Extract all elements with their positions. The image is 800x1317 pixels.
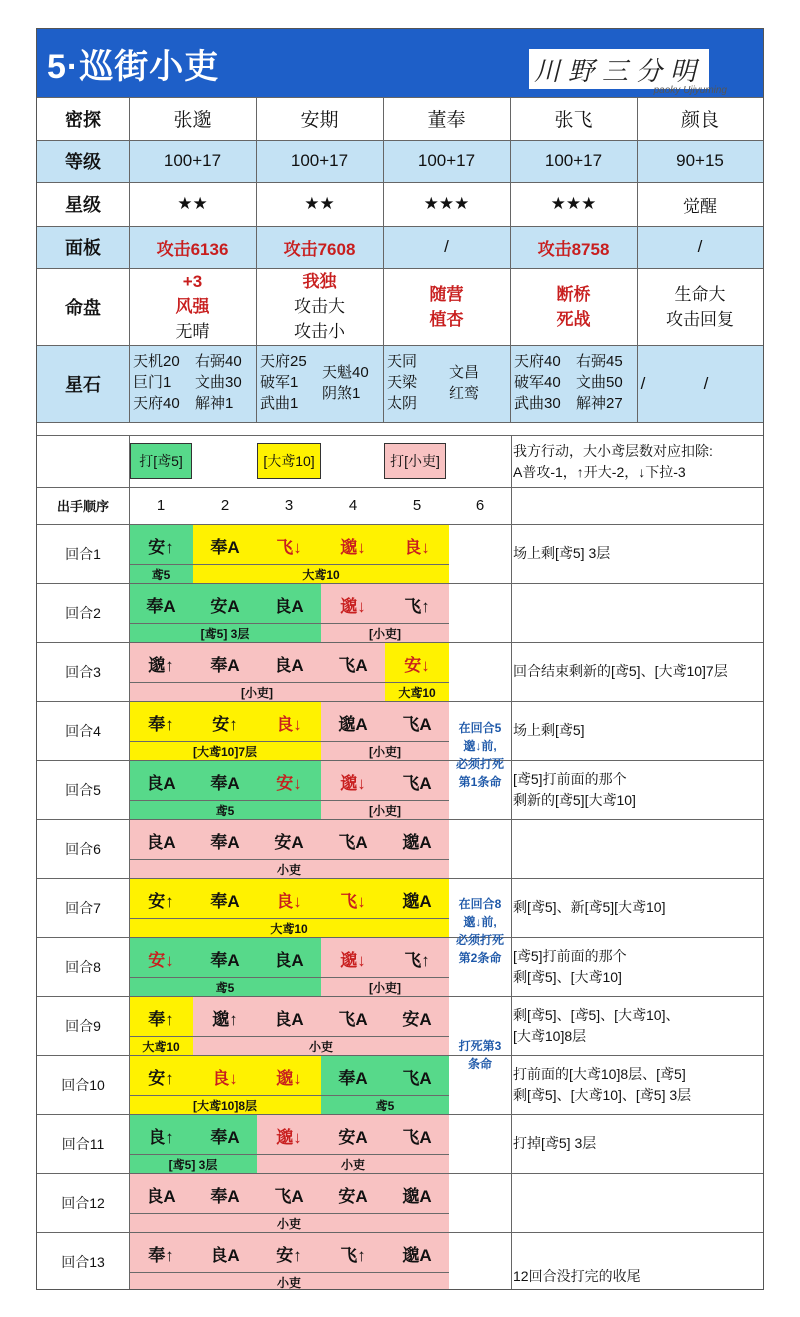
round-4-bar-1: [大鸢10]7层 xyxy=(129,741,321,761)
round-12-action-3: 飞A xyxy=(274,1186,304,1206)
round-1-note xyxy=(513,543,610,564)
stones-cell-1-a-3: 天府40 xyxy=(133,395,180,412)
stones-cell-2-b-2: 阴煞1 xyxy=(322,385,361,402)
destiny-cell-2-l3: 攻击小 xyxy=(294,322,345,341)
stones-cell-3-b-2: 红鸾 xyxy=(449,385,480,402)
heroes-cell-2: 安期 xyxy=(300,110,339,131)
round-8-note-line-2: 剩[鸢5]、[大鸢10] xyxy=(513,969,622,985)
round-6-action-3: 安A xyxy=(274,832,304,852)
level-cell-5: 90+15 xyxy=(676,151,724,170)
spacer-row-line xyxy=(37,435,763,436)
round-13-action-4: 飞↑ xyxy=(340,1245,366,1265)
round-9-bar-2: 小吏 xyxy=(193,1036,449,1056)
stones-cell-4-b-3: 解神27 xyxy=(576,395,623,412)
round-9-action-5: 安A xyxy=(402,1009,432,1029)
round-11-label: 回合11 xyxy=(61,1135,105,1152)
strategy-sheet xyxy=(36,28,764,1290)
round-2-action-5: 飞↑ xyxy=(404,596,430,616)
round-10-note-line-1: 打前面的[大鸢10]8层、[鸢5] xyxy=(513,1066,686,1082)
round-4-action-3: 良↓ xyxy=(276,714,302,734)
side-note-3 xyxy=(449,1037,511,1073)
top-table-vline-2 xyxy=(256,97,257,422)
round-7-action-4: 飞↓ xyxy=(340,891,366,911)
side-note-2-line2: 邈↓前, xyxy=(463,915,497,929)
level-cell-4: 100+17 xyxy=(544,151,603,170)
top-table-vline-5 xyxy=(637,97,638,422)
round-2-bar-2: [小吏] xyxy=(321,623,449,643)
level-row-label: 等级 xyxy=(65,152,101,172)
round-11-bar-2: 小吏 xyxy=(257,1154,449,1174)
destiny-cell-4-l2: 死战 xyxy=(556,309,591,329)
author-signature: 川野三分明 xyxy=(529,49,709,89)
round-7-bar-1: 大鸢10 xyxy=(129,918,449,938)
round-8-action-5: 飞↑ xyxy=(404,950,430,970)
round-5-note-line-1: [鸢5]打前面的那个 xyxy=(513,771,627,787)
stones-cell-3-col-a xyxy=(387,351,417,414)
stones-cell-4-col-a xyxy=(514,351,561,414)
round-11-action-3: 邈↓ xyxy=(276,1127,302,1147)
panel-cell-5: / xyxy=(697,237,703,256)
stars-cell-2: ★★ xyxy=(304,194,335,213)
round-4-bar-2: [小吏] xyxy=(321,741,449,761)
sequence-top-line xyxy=(37,487,763,488)
stars-cell-4: ★★★ xyxy=(550,194,597,213)
round-4-action-2: 安↑ xyxy=(212,714,238,734)
heroes-row-label: 密探 xyxy=(65,109,101,130)
round-9-note-line-1: 剩[鸢5]、[鸢5]、[大鸢10]、 xyxy=(513,1007,680,1023)
round-13-note xyxy=(513,1266,641,1287)
round-1-note-line-1: 场上剩[鸢5] 3层 xyxy=(513,545,611,561)
round-10-label: 回合10 xyxy=(61,1076,105,1093)
round-11-note xyxy=(513,1133,596,1154)
stones-cell-3-a-3: 太阴 xyxy=(387,395,418,412)
panel-cell-4: 攻击8758 xyxy=(537,239,610,259)
stones-cell-1-col-b xyxy=(195,351,242,414)
round-1-action-1: 安↑ xyxy=(148,537,174,557)
round-10-action-2: 良↓ xyxy=(212,1068,238,1088)
top-table-vline-4 xyxy=(510,97,511,422)
level-cell-1: 100+17 xyxy=(163,151,222,170)
stones-cell-4-b-2: 文曲50 xyxy=(576,374,623,391)
round-11-action-2: 奉A xyxy=(210,1127,240,1147)
stones-cell-5-b: / xyxy=(703,373,709,393)
stones-cell-2-col-a xyxy=(260,351,307,414)
side-note-2-line1: 在回合8 xyxy=(458,897,502,911)
round-5-bar-2: [小吏] xyxy=(321,800,449,820)
round-10-note-line-2: 剩[鸢5]、[大鸢10]、[鸢5] 3层 xyxy=(513,1087,692,1103)
stones-row-bottom-line xyxy=(37,422,763,423)
round-3-action-5: 安↓ xyxy=(404,655,430,675)
level-cell-2: 100+17 xyxy=(290,151,349,170)
grid-vline-2 xyxy=(511,435,512,1290)
round-11-action-5: 飞A xyxy=(402,1127,432,1147)
top-table-vline-1 xyxy=(129,97,130,422)
legend-tag-clerk: 打[小吏] xyxy=(384,443,446,479)
round-3-bar-2: 大鸢10 xyxy=(385,682,449,702)
round-7-action-3: 良↓ xyxy=(276,891,302,911)
stones-cell-3-a-2: 天梁 xyxy=(387,374,418,391)
round-10-action-5: 飞A xyxy=(402,1068,432,1088)
destiny-cell-2-l1: 我独 xyxy=(302,272,337,291)
stones-cell-1-b-1: 右弼40 xyxy=(195,353,242,370)
round-5-action-3: 安↓ xyxy=(276,773,302,793)
stones-cell-1-a-1: 天机20 xyxy=(133,353,180,370)
side-note-1-line4: 第1条命 xyxy=(458,775,502,789)
sequence-number-1: 1 xyxy=(156,497,166,514)
round-9-label: 回合9 xyxy=(65,1017,101,1034)
sequence-number-3: 3 xyxy=(284,497,294,514)
round-8-action-4: 邈↓ xyxy=(340,950,366,970)
round-11-bar-1: [鸢5] 3层 xyxy=(129,1154,257,1174)
round-13-action-2: 良A xyxy=(210,1245,240,1265)
round-10-bar-1: [大鸢10]8层 xyxy=(129,1095,321,1115)
stones-cell-1-b-2: 文曲30 xyxy=(195,374,242,391)
page-title: 5·巡街小吏 xyxy=(47,48,220,86)
side-note-1-line2: 邈↓前, xyxy=(463,739,497,753)
round-9-bar-1: 大鸢10 xyxy=(129,1036,193,1056)
round-13-action-5: 邈A xyxy=(402,1245,432,1265)
stones-cell-4-a-3: 武曲30 xyxy=(514,395,561,412)
stars-cell-1: ★★ xyxy=(177,194,208,213)
round-4-action-5: 飞A xyxy=(402,714,432,734)
round-3-action-2: 奉A xyxy=(210,655,240,675)
round-8-bar-2: [小吏] xyxy=(321,977,449,997)
destiny-cell-4-l1: 断桥 xyxy=(556,284,591,304)
legend-note-line1: 我方行动，大小鸢层数对应扣除: xyxy=(513,443,713,459)
destiny-cell-5-l2: 攻击回复 xyxy=(666,309,734,329)
legend-tag-big-kite: [大鸢10] xyxy=(257,443,321,479)
panel-cell-2: 攻击7608 xyxy=(283,239,356,259)
stones-cell-3-a-1: 天同 xyxy=(387,353,418,370)
destiny-cell-3-l2: 植杏 xyxy=(429,309,464,329)
destiny-cell-3 xyxy=(383,268,510,345)
round-3-action-1: 邈↑ xyxy=(148,655,174,675)
panel-cell-1: 攻击6136 xyxy=(156,239,229,259)
round-8-action-2: 奉A xyxy=(210,950,240,970)
stars-cell-3: ★★★ xyxy=(423,194,470,213)
stones-cell-4-a-1: 天府40 xyxy=(514,353,561,370)
round-4-action-4: 邈A xyxy=(338,714,368,734)
stones-cell-3-col-b xyxy=(449,362,479,404)
round-4-note xyxy=(513,720,585,741)
round-12-action-5: 邈A xyxy=(402,1186,432,1206)
round-6-action-5: 邈A xyxy=(402,832,432,852)
round-7-note-line-1: 剩[鸢5]、新[鸢5][大鸢10] xyxy=(513,899,666,915)
round-6-action-1: 良A xyxy=(146,832,176,852)
round-6-action-4: 飞A xyxy=(338,832,368,852)
stars-cell-5: 觉醒 xyxy=(683,196,717,216)
round-11-action-4: 安A xyxy=(338,1127,368,1147)
level-cell-3: 100+17 xyxy=(417,151,476,170)
round-2-action-3: 良A xyxy=(274,596,304,616)
round-12-bar-1: 小吏 xyxy=(129,1213,449,1233)
round-9-note xyxy=(513,1005,679,1047)
round-11-action-1: 良↑ xyxy=(148,1127,174,1147)
destiny-cell-1-l1: +3 xyxy=(182,272,203,291)
side-note-2-line3: 必须打死 xyxy=(455,933,504,947)
round-3-action-3: 良A xyxy=(274,655,304,675)
round-5-action-1: 良A xyxy=(146,773,176,793)
round-13-action-3: 安↑ xyxy=(276,1245,302,1265)
round-8-note xyxy=(513,946,627,988)
panel-row-label: 面板 xyxy=(65,238,101,258)
destiny-cell-3-l1: 随营 xyxy=(429,284,464,304)
destiny-row-label: 命盘 xyxy=(65,297,101,318)
round-8-bar-1: 鸢5 xyxy=(129,977,321,997)
stones-cell-5-a: / xyxy=(640,373,646,393)
round-1-bar-1: 鸢5 xyxy=(129,564,193,584)
round-1-label: 回合1 xyxy=(65,545,101,562)
heroes-cell-4: 张飞 xyxy=(554,110,593,131)
round-2-bar-1: [鸢5] 3层 xyxy=(129,623,321,643)
stars-row-label: 星级 xyxy=(65,195,101,215)
stones-cell-1-b-3: 解神1 xyxy=(195,395,234,412)
side-note-1-line1: 在回合5 xyxy=(458,721,502,735)
round-7-action-2: 奉A xyxy=(210,891,240,911)
round-10-action-4: 奉A xyxy=(338,1068,368,1088)
round-13-bar-1: 小吏 xyxy=(129,1272,449,1290)
round-3-action-4: 飞A xyxy=(338,655,368,675)
round-3-note xyxy=(513,661,728,682)
stones-cell-3-b-1: 文昌 xyxy=(449,364,480,381)
round-5-note xyxy=(513,769,636,811)
side-note-1 xyxy=(449,719,511,791)
round-1-action-3: 飞↓ xyxy=(276,537,302,557)
round-7-action-5: 邈A xyxy=(402,891,432,911)
destiny-cell-1-l2: 风强 xyxy=(175,297,210,316)
round-4-label: 回合4 xyxy=(65,722,101,739)
round-3-label: 回合3 xyxy=(65,663,101,680)
round-4-action-1: 奉↑ xyxy=(148,714,174,734)
side-note-2 xyxy=(449,895,511,967)
side-note-3-line2: 条命 xyxy=(467,1057,492,1071)
top-table-vline-3 xyxy=(383,97,384,422)
stones-cell-4-b-1: 右弼45 xyxy=(576,353,623,370)
side-note-3-line1: 打死第3 xyxy=(458,1039,502,1053)
round-7-action-1: 安↑ xyxy=(148,891,174,911)
round-10-action-3: 邈↓ xyxy=(276,1068,302,1088)
destiny-cell-1-l3: 无晴 xyxy=(175,322,210,341)
side-note-2-line4: 第2条命 xyxy=(458,951,502,965)
round-1-action-5: 良↓ xyxy=(404,537,430,557)
stones-cell-2-col-b xyxy=(322,362,369,404)
round-5-action-2: 奉A xyxy=(210,773,240,793)
round-9-action-1: 奉↑ xyxy=(148,1009,174,1029)
stones-cell-2-b-1: 天魁40 xyxy=(322,364,369,381)
stones-cell-4-col-b xyxy=(576,351,623,414)
round-6-action-2: 奉A xyxy=(210,832,240,852)
round-3-note-line-1: 回合结束剩新的[鸢5]、[大鸢10]7层 xyxy=(513,663,728,679)
round-13-action-1: 奉↑ xyxy=(148,1245,174,1265)
round-8-action-3: 良A xyxy=(274,950,304,970)
heroes-cell-1: 张邈 xyxy=(173,110,212,131)
legend-tag-kite5: 打[鸢5] xyxy=(130,443,192,479)
round-5-bar-1: 鸢5 xyxy=(129,800,321,820)
destiny-cell-4 xyxy=(510,268,637,345)
round-4-note-line-1: 场上剩[鸢5] xyxy=(513,722,585,738)
round-1-bar-2: 大鸢10 xyxy=(193,564,449,584)
round-12-label: 回合12 xyxy=(61,1194,105,1211)
grid-vline-1 xyxy=(129,435,130,1290)
stones-cell-2-a-1: 天府25 xyxy=(260,353,307,370)
round-12-action-4: 安A xyxy=(338,1186,368,1206)
stones-cell-1-a-2: 巨门1 xyxy=(133,374,172,391)
round-9-action-2: 邈↑ xyxy=(212,1009,238,1029)
heroes-cell-5: 颜良 xyxy=(680,110,719,131)
round-7-label: 回合7 xyxy=(65,899,101,916)
round-11-note-line-1: 打掉[鸢5] 3层 xyxy=(513,1135,597,1151)
destiny-cell-2 xyxy=(256,268,383,345)
stones-cell-4-a-2: 破军40 xyxy=(514,374,561,391)
round-8-note-line-1: [鸢5]打前面的那个 xyxy=(513,948,627,964)
round-1-action-4: 邈↓ xyxy=(340,537,366,557)
round-2-action-2: 安A xyxy=(210,596,240,616)
destiny-cell-5-l1: 生命大 xyxy=(674,284,726,304)
round-5-action-4: 邈↓ xyxy=(340,773,366,793)
round-6-bar-1: 小吏 xyxy=(129,859,449,879)
destiny-cell-1 xyxy=(129,268,256,345)
sequence-number-5: 5 xyxy=(412,497,422,514)
author-signature-sub: paoky Ujiyuming xyxy=(653,85,727,96)
sequence-number-4: 4 xyxy=(348,497,358,514)
sequence-label: 出手顺序 xyxy=(56,499,109,514)
round-10-note xyxy=(513,1064,691,1106)
round-13-note-line-1: 12回合没打完的收尾 xyxy=(513,1268,641,1284)
round-1-action-2: 奉A xyxy=(210,537,240,557)
stones-cell-2-a-3: 武曲1 xyxy=(260,395,299,412)
round-5-action-5: 飞A xyxy=(402,773,432,793)
sequence-number-6: 6 xyxy=(475,497,485,514)
round-13-label: 回合13 xyxy=(61,1253,105,1270)
round-9-note-line-2: [大鸢10]8层 xyxy=(513,1028,587,1044)
round-12-action-2: 奉A xyxy=(210,1186,240,1206)
legend-note-line2: A普攻-1，↑开大-2，↓下拉-3 xyxy=(513,464,686,480)
destiny-cell-5 xyxy=(637,268,763,345)
round-7-note xyxy=(513,897,665,918)
heroes-cell-3: 董奉 xyxy=(427,110,466,131)
destiny-cell-2-l2: 攻击大 xyxy=(294,297,345,316)
stones-cell-1-col-a xyxy=(133,351,180,414)
legend-note xyxy=(513,441,713,483)
round-2-action-1: 奉A xyxy=(146,596,176,616)
round-3-bar-1: [小吏] xyxy=(129,682,385,702)
stones-row-label: 星石 xyxy=(65,374,101,395)
round-8-label: 回合8 xyxy=(65,958,101,975)
round-8-action-1: 安↓ xyxy=(148,950,174,970)
round-2-action-4: 邈↓ xyxy=(340,596,366,616)
round-2-label: 回合2 xyxy=(65,604,101,621)
panel-cell-3: / xyxy=(444,237,449,256)
round-6-label: 回合6 xyxy=(65,840,101,857)
stones-cell-2-a-2: 破军1 xyxy=(260,374,299,391)
side-note-1-line3: 必须打死 xyxy=(455,757,504,771)
sequence-number-2: 2 xyxy=(220,497,230,514)
round-5-label: 回合5 xyxy=(65,781,101,798)
round-5-note-line-2: 剩新的[鸢5][大鸢10] xyxy=(513,792,636,808)
round-10-bar-2: 鸢5 xyxy=(321,1095,449,1115)
title-bar xyxy=(37,29,763,97)
round-9-action-3: 良A xyxy=(274,1009,304,1029)
round-12-action-1: 良A xyxy=(146,1186,176,1206)
round-10-action-1: 安↑ xyxy=(148,1068,174,1088)
round-9-action-4: 飞A xyxy=(338,1009,368,1029)
